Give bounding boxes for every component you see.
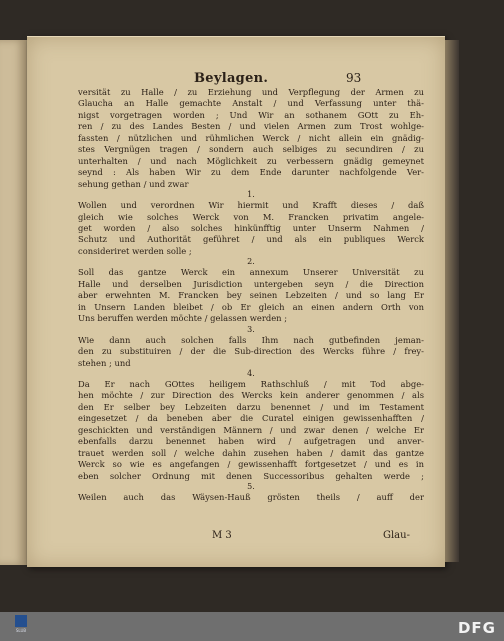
text-line: fassten / nützlichen und rühmlichen Werck / nicht allein ein gnädig- (78, 132, 424, 143)
page-number: 93 (346, 71, 362, 85)
running-head: Beylagen. (194, 71, 269, 86)
section-number: 3. (247, 324, 255, 334)
text-line: consideriret werden solle ; (78, 245, 192, 256)
text-line: Soll das gantze Werck ein annexum Unserer Universität zu (78, 267, 424, 278)
page-edge-shadow (445, 40, 459, 562)
text-line: sehung gethan / und zwar (78, 178, 189, 189)
funder-logo[interactable]: DFG (457, 619, 496, 637)
text-line: den zu substituiren / der die Sub-direction des Wercks führe / frey- (78, 346, 424, 357)
text-line: Uns beruffen werden möchte / gelassen werden ; (78, 313, 288, 324)
facing-page-edge (0, 40, 28, 565)
text-line: Da Er nach GOttes heiligem Rathschluß / mit Tod abge- (78, 378, 424, 389)
text-line: eben solcher Ordnung mit denen Successoribus gehalten werde ; (78, 470, 424, 481)
text-line: Werck so wie es angefangen / gewissenhafft fortgesetzet / und es in (78, 459, 424, 470)
library-logo-icon (15, 615, 27, 627)
text-line: stehen ; und (78, 357, 131, 368)
section-number: 5. (247, 482, 255, 492)
page-header (60, 71, 360, 87)
text-line: get worden / also solches hinkünfftig unter Unserm Nahmen / (78, 222, 424, 233)
text-line: seynd : Als haben Wir zu dem Ende darunter nachfolgende Ver- (78, 167, 424, 178)
text-line: gleich wie solches Werck von M. Francken privatim angele- (78, 211, 424, 222)
text-line: unterhalten / und nach Möglichkeit zu verbessern gnädig gemeynet (78, 155, 424, 166)
text-line: ebenfalls darzu benennet haben wird / aufgetragen und anver- (78, 436, 424, 447)
text-line: trauet werden soll / welche dahin zusehen haben / damit das gantze (78, 447, 424, 458)
text-line: Wie dann auch solchen falls Ihm nach gutbefinden jeman- (78, 334, 424, 345)
text-line: in Unsern Landen bleibet / ob Er gleich an einen andern Orth von (78, 301, 424, 312)
section-number: 2. (247, 257, 255, 267)
page-body (78, 87, 424, 504)
viewer-footer (0, 612, 504, 641)
catchword: Glau- (383, 530, 410, 541)
text-line: Glaucha an Halle gemachte Anstalt / und Verfassung unter thä- (78, 98, 424, 109)
text-line: den Er selber bey Lebzeiten darzu benennet / und im Testament (78, 401, 424, 412)
text-line: ren / zu des Landes Besten / und vielen Armen zum Trost wohlge- (78, 121, 424, 132)
section-number: 1. (247, 190, 255, 200)
signature-mark: M 3 (212, 530, 232, 541)
text-line: aber erwehnten M. Francken bey seinen Lebzeiten / und so lang Er (78, 290, 424, 301)
text-line: Schutz und Authorität geführet / und als ein publiques Werck (78, 234, 424, 245)
text-line: Wollen und verordnen Wir hiermit und Krafft dieses / daß (78, 200, 424, 211)
text-line: eingesetzet / da beneben aber die Curatel einigen gewissenhafften / (78, 413, 424, 424)
text-line: Weilen auch das Wäysen-Hauß grösten theils / auff der (78, 492, 424, 503)
text-line: versität zu Halle / zu Erziehung und Verpflegung der Armen zu (78, 87, 424, 97)
text-line: nigst vorgetragen worden ; Und Wir an sothanem GOtt zu Eh- (78, 109, 424, 120)
text-line: geschickten und verständigen Männern / und zwar denen / welche Er (78, 424, 424, 435)
text-line: stes Vergnügen tragen / sondern auch selbiges zu secundiren / zu (78, 144, 424, 155)
section-number: 4. (247, 368, 255, 378)
library-logo-text: SLUB (15, 628, 27, 633)
text-line: Halle und derselben Jurisdiction untergeben seyn / die Direction (78, 278, 424, 289)
library-logo[interactable] (4, 615, 38, 639)
text-line: hen möchte / zur Direction des Wercks kein anderer genommen / als (78, 390, 424, 401)
